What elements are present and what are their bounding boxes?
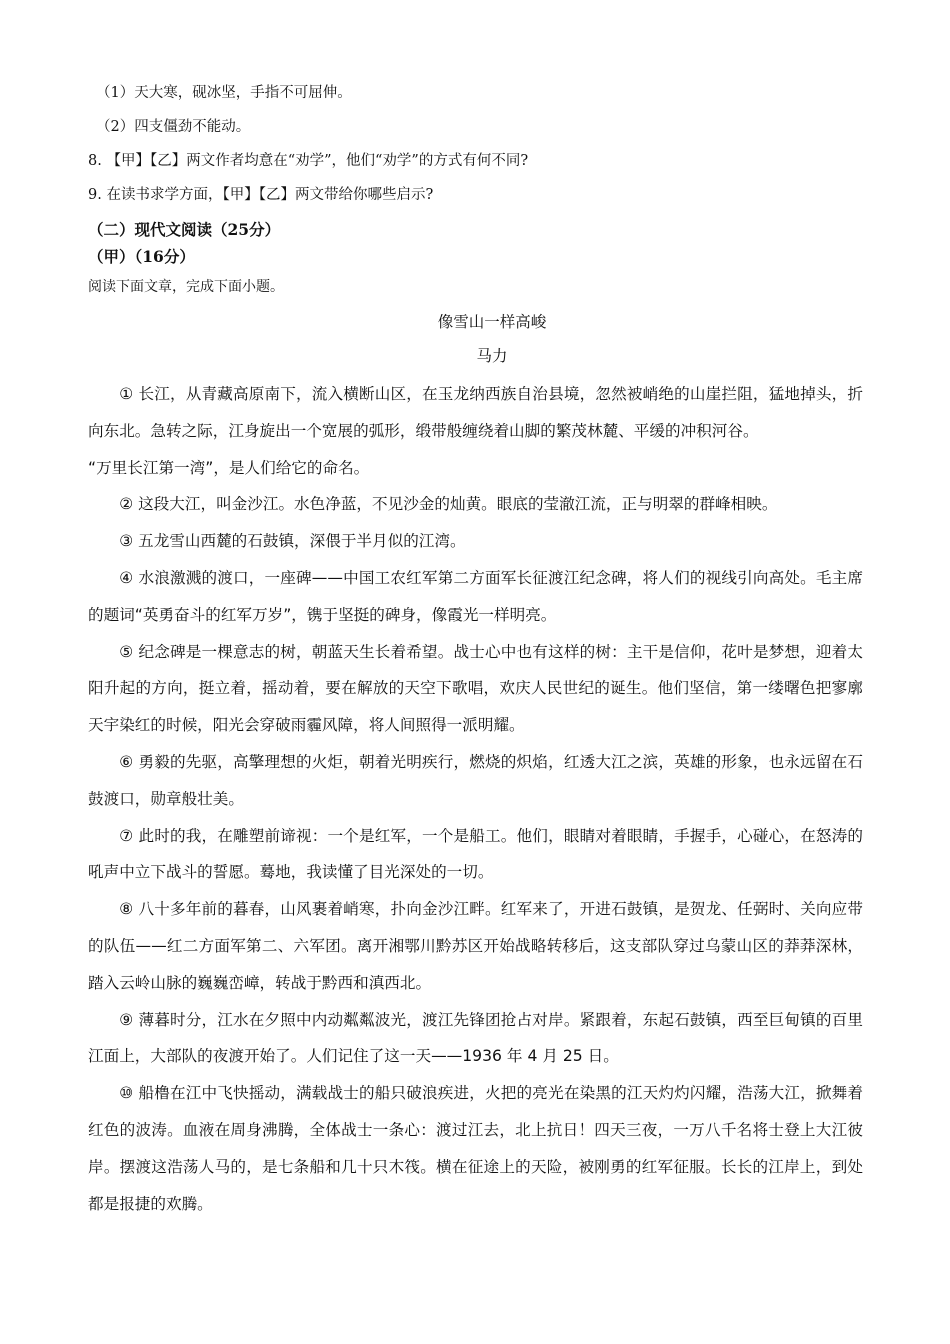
paragraph-7: ⑦ 此时的我，在雕塑前谛视：一个是红军，一个是船工。他们，眼睛对着眼睛，手握手，心碰心，在怒涛的吼声中立下战斗的誓愿。蓦地，我读懂了目光深处的一切。: [88, 826, 863, 882]
section-heading: （二）现代文阅读（25分）: [88, 220, 281, 239]
paragraph-1-continued: “万里长江第一湾”，是人们给它的命名。: [88, 458, 370, 477]
sub-question-2: （2）四支僵劲不能动。: [96, 119, 251, 135]
paragraph-4: ④ 水浪激溅的渡口，一座碑——中国工农红军第二方面军长征渡江纪念碑，将人们的视线引向高处。毛主席的题词“英勇奋斗的红军万岁”，镌于坚挺的碑身，像霞光一样明亮。: [88, 568, 863, 624]
paragraph-2: ② 这段大江，叫金沙江。水色净蓝，不见沙金的灿黄。眼底的莹澈江流，正与明翠的群峰相映。: [119, 495, 778, 514]
paragraph-3: ③ 五龙雪山西麓的石鼓镇，深偎于半月似的江湾。: [119, 532, 466, 551]
article-title: 像雪山一样高峻: [437, 313, 547, 331]
reading-instruction: 阅读下面文章，完成下面小题。: [88, 279, 284, 295]
paragraph-8: ⑧ 八十多年前的暮春，山风裹着峭寒，扑向金沙江畔。红军来了，开进石鼓镇，是贺龙、任弼时、关向应带的队伍——红二方面军第二、六军团。离开湘鄂川黔苏区开始战略转移后，这支部队穿过乌蒙山区的莽莽深林，踏入云岭山脉的巍巍峦嶂，转战于黔西和滇西北。: [88, 900, 863, 992]
paragraph-9: ⑨ 薄暮时分，江水在夕照中内动粼粼波光，渡江先锋团抢占对岸。紧跟着，东起石鼓镇，西至巨甸镇的百里江面上，大部队的夜渡开始了。人们记住了这一天——1936 年 4 月 25 日。: [88, 1010, 863, 1066]
article-body: [88, 376, 863, 1222]
section-subheading: （甲）（16分）: [88, 247, 195, 266]
question-8: 8. 【甲】【乙】两文作者均意在“劝学”，他们“劝学”的方式有何不同?: [88, 153, 529, 169]
sub-question-1: （1）天大寒，砚冰坚，手指不可屈伸。: [96, 85, 352, 101]
question-9: 9. 在读书求学方面，【甲】【乙】两文带给你哪些启示?: [88, 187, 434, 203]
paragraph-5: ⑤ 纪念碑是一棵意志的树，朝蓝天生长着希望。战士心中也有这样的树：主干是信仰，花叶是梦想，迎着太阳升起的方向，挺立着，摇动着，要在解放的天空下歌唱，欢庆人民世纪的诞生。他们坚信，第一缕曙色把寥廓天宇染红的时候，阳光会穿破雨霾风障，将人间照得一派明耀。: [88, 642, 863, 735]
paragraph-1: ① 长江，从青藏高原南下，流入横断山区，在玉龙纳西族自治县境，忽然被峭绝的山崖拦阻，猛地掉头，折向东北。急转之际，江身旋出一个宽展的弧形，缎带般缠绕着山脚的繁茂林麓、平缓的冲积河谷。: [88, 385, 863, 440]
article-author: 马力: [476, 347, 508, 365]
paragraph-6: ⑥ 勇毅的先驱，高擎理想的火炬，朝着光明疾行，燃烧的炽焰，红透大江之滨，英雄的形象，也永远留在石鼓渡口，勋章般壮美。: [88, 752, 863, 808]
paragraph-10: ⑩ 船橹在江中飞快摇动，满载战士的船只破浪疾进，火把的亮光在染黑的江天灼灼闪耀，浩荡大江，掀舞着红色的波涛。血液在周身沸腾，全体战士一条心：渡过江去，北上抗日！四天三夜，一万八千名将士登上大江彼岸。摆渡这浩荡人马的，是七条船和几十只木筏。横在征途上的天险，被刚勇的红军征服。长长的江岸上，到处都是报捷的欢腾。: [88, 1084, 863, 1213]
